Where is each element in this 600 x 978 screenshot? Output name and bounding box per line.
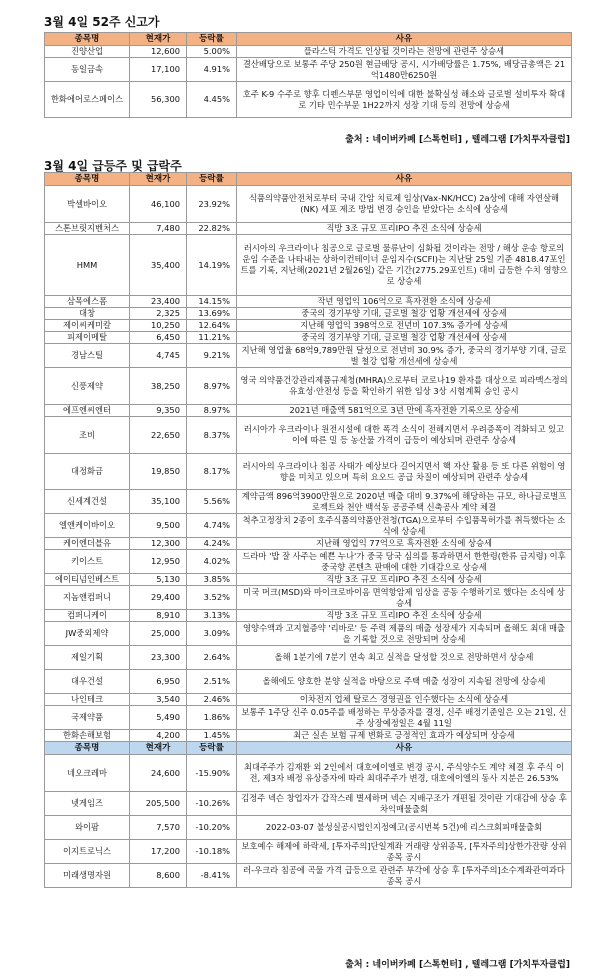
stock-change: 8.97%: [187, 405, 237, 417]
stock-reason: 2022-03-07 불성실공시법인지정예고(공시번복 5건)에 리스크회피매물출회: [237, 816, 572, 840]
table-row: [45, 514, 572, 538]
stock-name: 컴퍼니케이: [45, 610, 130, 622]
stock-name: 대창: [45, 308, 130, 320]
stock-change: 2.46%: [187, 694, 237, 706]
stock-change: 8.97%: [187, 368, 237, 405]
stock-change: 2.64%: [187, 646, 237, 670]
stock-price: 3,540: [130, 694, 187, 706]
table-row: [45, 344, 572, 368]
stock-reason: 최근 실손 보험 규제 변화로 긍정적인 효과가 예상되며 상승세: [237, 730, 572, 742]
stock-change: 8.17%: [187, 454, 237, 490]
section2-title: 3월 4일 급등주 및 급락주: [44, 159, 182, 173]
movers-rows: [45, 173, 572, 888]
stock-reason: 미국 머크(MSD)와 마이크로바이옴 면역항암제 임상을 공동 수행하기로 했다는 소식에 상승세: [237, 586, 572, 610]
stock-reason: 영양수액과 고지혈증약 '리바로' 등 주력 제품의 매출 성장세가 지속되며 올해도 최대 매출을 기록할 것으로 전망되며 상승세: [237, 622, 572, 646]
table-row: [45, 490, 572, 514]
table-row: [45, 332, 572, 344]
stock-name: 지놈앤컴퍼니: [45, 586, 130, 610]
col-header-name: 종목명: [45, 173, 130, 186]
table-row: [45, 706, 572, 730]
stock-reason: 올해 1분기에 7분기 연속 최고 실적을 달성할 것으로 전망하면서 상승세: [237, 646, 572, 670]
stock-name: 미래생명자원: [45, 864, 130, 888]
stock-price: 9,350: [130, 405, 187, 417]
table-row: [45, 296, 572, 308]
stock-reason: 계약금액 896억3900만원으로 2020년 매출 대비 9.37%에 해당하는 규모, 하나글로벌프로젝트와 천안 백석동 공공주택 신축공사 계약 체결: [237, 490, 572, 514]
stock-reason: 영국 의약품건강관리제품규제청(MHRA)으로부터 코로나19 환자를 대상으로 피라맥스정의 유효성·안전성 등을 확인하기 위한 임상 3상 시험계획 승인 공시: [237, 368, 572, 405]
stock-change: 5.00%: [187, 46, 237, 58]
stock-reason: 러시아의 우크라이나 침공 사태가 예상보다 길어지면서 핵 자산 활용 등 또 다른 위험이 영향을 미치고 있으며 특히 요오드 공급 차질이 예상되며 관련주 상승세: [237, 454, 572, 490]
stock-change: 4.45%: [187, 82, 237, 118]
stock-change: 4.24%: [187, 538, 237, 550]
table-row: [45, 454, 572, 490]
stock-change: 2.51%: [187, 670, 237, 694]
stock-price: 35,100: [130, 490, 187, 514]
table-row: [45, 730, 572, 742]
stock-name: 한화에어로스페이스: [45, 82, 130, 118]
stock-name: 와이팜: [45, 816, 130, 840]
stock-price: 56,300: [130, 82, 187, 118]
table-row: [45, 223, 572, 235]
stock-name: HMM: [45, 235, 130, 296]
stock-change: 9.21%: [187, 344, 237, 368]
stock-reason: 직방 3조 규모 프리IPO 추진 소식에 상승세: [237, 574, 572, 586]
table-row: [45, 58, 572, 82]
table-row: [45, 405, 572, 417]
stock-price: 6,450: [130, 332, 187, 344]
col-header-change: 등락률: [187, 173, 237, 186]
stock-price: 2,325: [130, 308, 187, 320]
col-header-name: 종목명: [45, 33, 130, 46]
table-row: [45, 610, 572, 622]
table-row: [45, 792, 572, 816]
stock-price: 25,000: [130, 622, 187, 646]
stock-change: 4.74%: [187, 514, 237, 538]
stock-reason: 호주 K-9 수주로 향후 디펜스부문 영업이익에 대한 불확실성 해소와 글로벌 설비투자 확대로 기타 민수부문 1H22까지 성장 기대 등의 전망에 상승세: [237, 82, 572, 118]
stock-change: 23.92%: [187, 186, 237, 223]
stock-price: 23,400: [130, 296, 187, 308]
stock-name: 동일금속: [45, 58, 130, 82]
stock-name: 케이엔더블유: [45, 538, 130, 550]
table-row: [45, 864, 572, 888]
stock-change: 12.64%: [187, 320, 237, 332]
stock-change: 5.56%: [187, 490, 237, 514]
stock-change: 3.52%: [187, 586, 237, 610]
table-row: [45, 816, 572, 840]
stock-name: 삼목에스폼: [45, 296, 130, 308]
stock-reason: 2021년 매출액 581억으로 3년 만에 흑자전환 기록으로 상승세: [237, 405, 572, 417]
stock-change: 1.86%: [187, 706, 237, 730]
col-header-price: 현재가: [130, 173, 187, 186]
table-row: [45, 574, 572, 586]
stock-name: 에프엔씨엔터: [45, 405, 130, 417]
table-header-row: [45, 33, 572, 46]
stock-reason: 드라마 '밥 잘 사주는 예쁜 누나'가 중국 당국 심의를 통과하면서 한한령(한류 금지령) 이후 중국향 콘텐츠 판매에 대한 기대감으로 상승세: [237, 550, 572, 574]
stock-change: 22.82%: [187, 223, 237, 235]
table-row: [45, 550, 572, 574]
stock-change: -8.41%: [187, 864, 237, 888]
stock-change: 3.13%: [187, 610, 237, 622]
stock-price: 23,300: [130, 646, 187, 670]
stock-name: 대정화금: [45, 454, 130, 490]
stock-price: 12,600: [130, 46, 187, 58]
stock-name: 나인테크: [45, 694, 130, 706]
stock-change: 14.19%: [187, 235, 237, 296]
stock-reason: 중국의 경기부양 기대, 글로벌 철강 업황 개선세에 상승세: [237, 308, 572, 320]
stock-reason: 김정주 넥슨 창업자가 갑작스레 별세하며 넥슨 지배구조가 개편될 것이란 기대감에 상승 후 차익매물출회: [237, 792, 572, 816]
stock-price: 6,950: [130, 670, 187, 694]
stock-change: 1.45%: [187, 730, 237, 742]
stock-reason: 중국의 경기부양 기대, 글로벌 철강 업황 개선세에 상승세: [237, 332, 572, 344]
stock-name: 경남스틸: [45, 344, 130, 368]
stock-price: 4,200: [130, 730, 187, 742]
stock-reason: 올해에도 양호한 분양 실적을 바탕으로 주택 매출 성장이 지속될 전망에 상승세: [237, 670, 572, 694]
stock-reason: 이차전지 업체 탈로스 경영권을 인수했다는 소식에 상승세: [237, 694, 572, 706]
table-row: [45, 417, 572, 454]
stock-change: 11.21%: [187, 332, 237, 344]
stock-price: 17,100: [130, 58, 187, 82]
stock-name: 제이씨케미칼: [45, 320, 130, 332]
movers-table: [44, 172, 572, 888]
stock-price: 24,600: [130, 755, 187, 792]
stock-change: 4.91%: [187, 58, 237, 82]
stock-change: 14.15%: [187, 296, 237, 308]
stock-price: 35,400: [130, 235, 187, 296]
col-header-price: 현재가: [130, 33, 187, 46]
stock-change: -15.90%: [187, 755, 237, 792]
stock-name: 이지트로닉스: [45, 840, 130, 864]
stock-change: 3.85%: [187, 574, 237, 586]
stock-change: -10.18%: [187, 840, 237, 864]
table-row: [45, 646, 572, 670]
stock-change: -10.20%: [187, 816, 237, 840]
stock-name: 네오크레마: [45, 755, 130, 792]
stock-price: 5,490: [130, 706, 187, 730]
stock-change: 3.09%: [187, 622, 237, 646]
stock-price: 46,100: [130, 186, 187, 223]
stock-reason: 플라스틱 가격도 인상될 것이라는 전망에 관련주 상승세: [237, 46, 572, 58]
col-header-change: 등락률: [187, 742, 237, 755]
table-row: [45, 186, 572, 223]
table-row: [45, 235, 572, 296]
stock-name: 신풍제약: [45, 368, 130, 405]
section1-title: 3월 4일 52주 신고가: [44, 15, 160, 29]
col-header-name: 종목명: [45, 742, 130, 755]
col-header-reason: 사유: [237, 173, 572, 186]
stock-price: 22,650: [130, 417, 187, 454]
stock-price: 5,130: [130, 574, 187, 586]
col-header-reason: 사유: [237, 742, 572, 755]
col-header-reason: 사유: [237, 33, 572, 46]
stock-name: 피제이메탈: [45, 332, 130, 344]
table-row: [45, 538, 572, 550]
stock-reason: 작년 영업익 106억으로 흑자전환 소식에 상승세: [237, 296, 572, 308]
stock-reason: 지난해 영업익 77억으로 흑자전환 소식에 상승세: [237, 538, 572, 550]
stock-reason: 척추고정장치 2종이 호주식품의약품안전청(TGA)으로부터 수입품목허가를 취득했다는 소식에 상승세: [237, 514, 572, 538]
stock-price: 7,570: [130, 816, 187, 840]
stock-name: JW중외제약: [45, 622, 130, 646]
stock-price: 38,250: [130, 368, 187, 405]
table-row: [45, 586, 572, 610]
source-note-1: 출처 : 네이버카페 [스톡헌터] , 텔레그램 [가치투자클럽]: [345, 135, 570, 145]
stock-reason: 지난해 영업율 68억9,789만원 달성으로 전년비 30.9% 증가, 중국의 경기부양 기대, 글로벌 철강 업황 개선세에 상승세: [237, 344, 572, 368]
stock-name: 에이티넘인베스트: [45, 574, 130, 586]
stock-price: 7,480: [130, 223, 187, 235]
stock-reason: 직방 3조 규모 프리IPO 추진 소식에 상승세: [237, 223, 572, 235]
stock-reason: 직방 3조 규모 프리IPO 추진 소식에 상승세: [237, 610, 572, 622]
stock-name: 조비: [45, 417, 130, 454]
stock-price: 12,300: [130, 538, 187, 550]
stock-name: 한화손해보험: [45, 730, 130, 742]
stock-name: 진양산업: [45, 46, 130, 58]
stock-name: 국제약품: [45, 706, 130, 730]
stock-change: 4.02%: [187, 550, 237, 574]
stock-reason: 결산배당으로 보통주 주당 250원 현금배당 공시, 시가배당률은 1.75%, 배당금총액은 21억1480만6250원: [237, 58, 572, 82]
stock-price: 8,600: [130, 864, 187, 888]
stock-reason: 지난해 영업익 398억으로 전년비 107.3% 증가에 상승세: [237, 320, 572, 332]
new-high-table: [44, 32, 572, 118]
stock-name: 넷게임즈: [45, 792, 130, 816]
table-row: [45, 622, 572, 646]
stock-price: 4,745: [130, 344, 187, 368]
table-row: [45, 840, 572, 864]
stock-name: 제일기획: [45, 646, 130, 670]
stock-price: 205,500: [130, 792, 187, 816]
stock-change: -10.26%: [187, 792, 237, 816]
source-note-2: 출처 : 네이버카페 [스톡헌터] , 텔레그램 [가치투자클럽]: [345, 960, 570, 970]
stock-name: 엘앤케이바이오: [45, 514, 130, 538]
stock-name: 신세계건설: [45, 490, 130, 514]
table-row: [45, 755, 572, 792]
stock-reason: 보호예수 해제에 하락세, [투자주의]단일계좌 거래량 상위종목, [투자주의]상한가잔량 상위종목 공시: [237, 840, 572, 864]
stock-price: 8,910: [130, 610, 187, 622]
stock-reason: 최대주주가 김재환 외 2인에서 대호에이엘로 변경 공시, 주식양수도 계약 체결 후 주식 이전, 제3자 배정 유상증자에 따라 최대주주가 변경, 대호에이엘의 동사 지분은 26.53%: [237, 755, 572, 792]
gainers-header-row: [45, 173, 572, 186]
losers-header-row: [45, 742, 572, 755]
stock-price: 19,850: [130, 454, 187, 490]
stock-price: 10,250: [130, 320, 187, 332]
stock-reason: 보통주 1주당 신주 0.05주를 배정하는 무상증자를 결정, 신주 배정기준일은 오는 21일, 신주 상장예정일은 4월 11일: [237, 706, 572, 730]
table-row: [45, 308, 572, 320]
stock-name: 키이스트: [45, 550, 130, 574]
stock-name: 박셀바이오: [45, 186, 130, 223]
stock-price: 17,200: [130, 840, 187, 864]
col-header-price: 현재가: [130, 742, 187, 755]
stock-reason: 러-우크라 침공에 곡물 가격 급등으로 관련주 부각에 상승 후 [투자주의]소수계좌관여과다종목 공시: [237, 864, 572, 888]
table-row: [45, 82, 572, 118]
stock-change: 13.69%: [187, 308, 237, 320]
new-high-rows: [45, 46, 572, 118]
stock-name: 대우건설: [45, 670, 130, 694]
stock-price: 29,400: [130, 586, 187, 610]
stock-price: 9,500: [130, 514, 187, 538]
table-row: [45, 320, 572, 332]
col-header-change: 등락률: [187, 33, 237, 46]
stock-reason: 식품의약품안전처로부터 국내 간암 치료제 임상(Vax-NK/HCC) 2a상에 대해 자연살해(NK) 세포 제조 방법 변경 승인을 받았다는 소식에 상승세: [237, 186, 572, 223]
table-row: [45, 670, 572, 694]
stock-reason: 러시아가 우크라이나 원전시설에 대한 폭격 소식이 전해지면서 우려증폭이 격화되고 있고 이에 따른 밀 등 농산물 가격이 급등이 예상되며 관련주 상승세: [237, 417, 572, 454]
table-row: [45, 46, 572, 58]
table-row: [45, 694, 572, 706]
stock-reason: 러시아의 우크라이나 침공으로 글로벌 물류난이 심화될 것이라는 전망 / 해상 운송 항로의 운임 수준을 나타내는 상하이컨테이너 운임지수(SCFI)는 지난달 25일 기준 4818.47포인트를 기록, 지난해(2021년 2월26일) 같은 기간(2775.29포인트) 대비 급등한 수치 영향으로 상승세: [237, 235, 572, 296]
table-row: [45, 368, 572, 405]
stock-name: 스톤브릿지벤처스: [45, 223, 130, 235]
stock-change: 8.37%: [187, 417, 237, 454]
stock-price: 12,950: [130, 550, 187, 574]
